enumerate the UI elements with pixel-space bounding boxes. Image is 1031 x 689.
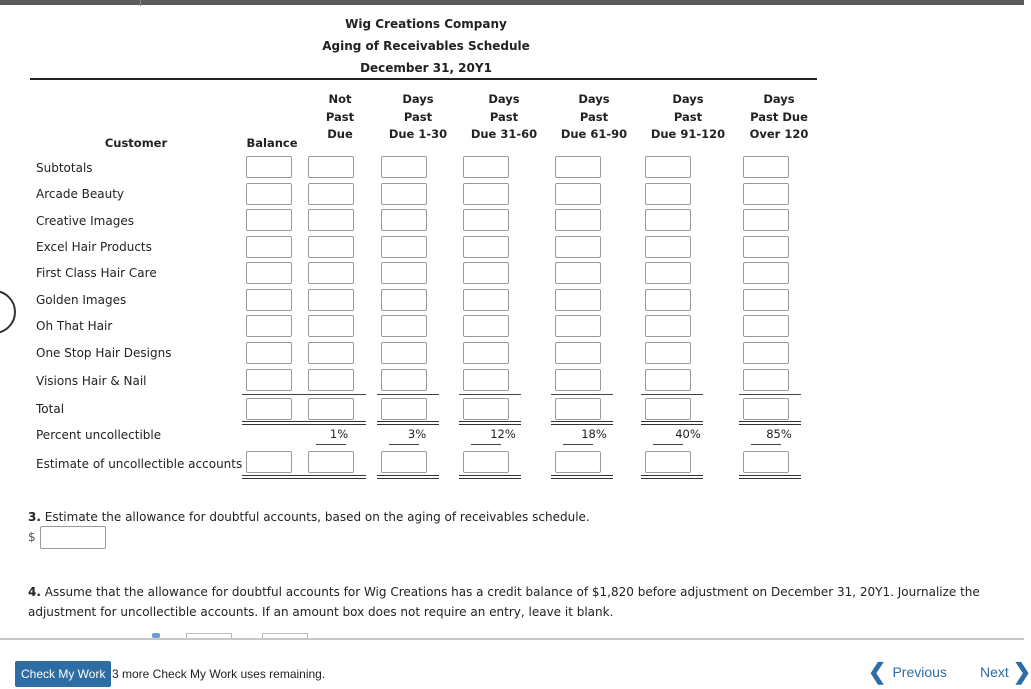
check-my-work-button[interactable]: Check My Work bbox=[15, 661, 111, 687]
percent-61-90: 18% bbox=[581, 427, 607, 441]
input-golden-images-balance[interactable] bbox=[246, 289, 292, 311]
input-arcade-beauty-1-30[interactable] bbox=[381, 183, 427, 205]
input-first-class-hair-care-over-120[interactable] bbox=[743, 262, 789, 284]
header-not-past-due: Not Past Due bbox=[325, 92, 355, 141]
estimate-double-rule-31-60 bbox=[459, 475, 521, 479]
total-rule-balance bbox=[242, 394, 304, 395]
input-excel-hair-products-91-120[interactable] bbox=[645, 236, 691, 258]
total-rule-over-120 bbox=[739, 394, 801, 395]
previous-label: Previous bbox=[892, 664, 947, 680]
input-one-stop-hair-designs-31-60[interactable] bbox=[463, 342, 509, 364]
input-oh-that-hair-balance[interactable] bbox=[246, 315, 292, 337]
header-rule bbox=[30, 78, 817, 80]
percent-rule-over-120 bbox=[751, 444, 781, 445]
header-days-91-120: Days Past Due 91-120 bbox=[650, 92, 726, 141]
row-label-total: Total bbox=[36, 402, 65, 416]
header-days-31-60: Days Past Due 31-60 bbox=[470, 92, 538, 141]
percent-rule-31-60 bbox=[471, 444, 501, 445]
total-rule-1-30 bbox=[377, 394, 439, 395]
input-first-class-hair-care-61-90[interactable] bbox=[555, 262, 601, 284]
input-creative-images-61-90[interactable] bbox=[555, 209, 601, 231]
input-total-61-90[interactable] bbox=[555, 398, 601, 420]
total-double-rule-not-past-due bbox=[304, 421, 366, 425]
input-one-stop-hair-designs-balance[interactable] bbox=[246, 342, 292, 364]
row-label-excel-hair-products: Excel Hair Products bbox=[36, 240, 152, 254]
input-arcade-beauty-balance[interactable] bbox=[246, 183, 292, 205]
chevron-left-icon: ❮ bbox=[868, 659, 887, 684]
input-first-class-hair-care-not-past-due[interactable] bbox=[308, 262, 354, 284]
input-visions-hair-nail-91-120[interactable] bbox=[645, 369, 691, 391]
input-oh-that-hair-91-120[interactable] bbox=[645, 315, 691, 337]
input-estimate-balance[interactable] bbox=[246, 451, 292, 473]
input-subtotals-balance[interactable] bbox=[246, 156, 292, 178]
total-rule-61-90 bbox=[551, 394, 613, 395]
top-bar bbox=[0, 0, 1024, 5]
input-visions-hair-nail-over-120[interactable] bbox=[743, 369, 789, 391]
estimate-double-rule-balance bbox=[242, 475, 304, 479]
currency-symbol: $ bbox=[28, 530, 36, 544]
input-first-class-hair-care-balance[interactable] bbox=[246, 262, 292, 284]
input-subtotals-91-120[interactable] bbox=[645, 156, 691, 178]
row-label-percent-uncollectible: Percent uncollectible bbox=[36, 428, 162, 442]
input-first-class-hair-care-91-120[interactable] bbox=[645, 262, 691, 284]
percent-over-120: 85% bbox=[766, 427, 792, 441]
percent-rule-not-past-due bbox=[316, 444, 346, 445]
input-golden-images-91-120[interactable] bbox=[645, 289, 691, 311]
input-creative-images-not-past-due[interactable] bbox=[308, 209, 354, 231]
input-one-stop-hair-designs-1-30[interactable] bbox=[381, 342, 427, 364]
total-double-rule-over-120 bbox=[739, 421, 801, 425]
percent-rule-61-90 bbox=[563, 444, 593, 445]
question-3 bbox=[28, 507, 590, 527]
input-golden-images-61-90[interactable] bbox=[555, 289, 601, 311]
estimate-double-rule-not-past-due bbox=[304, 475, 366, 479]
input-excel-hair-products-not-past-due[interactable] bbox=[308, 236, 354, 258]
input-first-class-hair-care-1-30[interactable] bbox=[381, 262, 427, 284]
input-subtotals-31-60[interactable] bbox=[463, 156, 509, 178]
header-days-1-30: Days Past Due 1-30 bbox=[388, 92, 448, 141]
input-subtotals-61-90[interactable] bbox=[555, 156, 601, 178]
percent-1-30: 3% bbox=[407, 427, 427, 441]
input-oh-that-hair-61-90[interactable] bbox=[555, 315, 601, 337]
input-total-91-120[interactable] bbox=[645, 398, 691, 420]
input-estimate-31-60[interactable] bbox=[463, 451, 509, 473]
input-creative-images-31-60[interactable] bbox=[463, 209, 509, 231]
input-estimate-not-past-due[interactable] bbox=[308, 451, 354, 473]
input-one-stop-hair-designs-not-past-due[interactable] bbox=[308, 342, 354, 364]
input-total-balance[interactable] bbox=[246, 398, 292, 420]
row-label-creative-images: Creative Images bbox=[36, 214, 134, 228]
total-double-rule-31-60 bbox=[459, 421, 521, 425]
row-label-subtotals: Subtotals bbox=[36, 161, 93, 175]
input-excel-hair-products-31-60[interactable] bbox=[463, 236, 509, 258]
total-rule-31-60 bbox=[459, 394, 521, 395]
percent-31-60: 12% bbox=[490, 427, 516, 441]
question-3-text: Estimate the allowance for doubtful accounts, based on the aging of receivables schedule. bbox=[44, 510, 590, 524]
percent-rule-1-30 bbox=[389, 444, 419, 445]
header-days-over-120: Days Past Due Over 120 bbox=[749, 92, 809, 141]
row-label-estimate-uncollectible: Estimate of uncollectible accounts bbox=[36, 457, 243, 471]
row-label-first-class-hair-care: First Class Hair Care bbox=[36, 266, 157, 280]
input-visions-hair-nail-31-60[interactable] bbox=[463, 369, 509, 391]
input-arcade-beauty-61-90[interactable] bbox=[555, 183, 601, 205]
input-visions-hair-nail-1-30[interactable] bbox=[381, 369, 427, 391]
input-excel-hair-products-over-120[interactable] bbox=[743, 236, 789, 258]
input-total-31-60[interactable] bbox=[463, 398, 509, 420]
input-estimate-61-90[interactable] bbox=[555, 451, 601, 473]
input-visions-hair-nail-balance[interactable] bbox=[246, 369, 292, 391]
header-customer: Customer bbox=[104, 136, 168, 150]
input-creative-images-1-30[interactable] bbox=[381, 209, 427, 231]
scroll-marker-circle bbox=[0, 290, 16, 334]
input-subtotals-over-120[interactable] bbox=[743, 156, 789, 178]
chevron-right-icon: ❯ bbox=[1012, 659, 1031, 684]
input-one-stop-hair-designs-61-90[interactable] bbox=[555, 342, 601, 364]
schedule-date: December 31, 20Y1 bbox=[360, 61, 492, 75]
input-oh-that-hair-over-120[interactable] bbox=[743, 315, 789, 337]
company-title: Wig Creations Company bbox=[345, 17, 507, 31]
input-golden-images-not-past-due[interactable] bbox=[308, 289, 354, 311]
input-oh-that-hair-not-past-due[interactable] bbox=[308, 315, 354, 337]
input-golden-images-1-30[interactable] bbox=[381, 289, 427, 311]
question-4 bbox=[28, 582, 988, 622]
input-visions-hair-nail-not-past-due[interactable] bbox=[308, 369, 354, 391]
input-one-stop-hair-designs-91-120[interactable] bbox=[645, 342, 691, 364]
row-label-oh-that-hair: Oh That Hair bbox=[36, 319, 113, 333]
row-label-one-stop-hair-designs: One Stop Hair Designs bbox=[36, 346, 172, 360]
estimate-double-rule-91-120 bbox=[641, 475, 703, 479]
estimate-double-rule-over-120 bbox=[739, 475, 801, 479]
next-button[interactable] bbox=[980, 659, 1031, 684]
input-creative-images-balance[interactable] bbox=[246, 209, 292, 231]
input-estimate-91-120[interactable] bbox=[645, 451, 691, 473]
input-total-not-past-due[interactable] bbox=[308, 398, 354, 420]
header-balance: Balance bbox=[246, 136, 298, 150]
input-golden-images-over-120[interactable] bbox=[743, 289, 789, 311]
input-visions-hair-nail-61-90[interactable] bbox=[555, 369, 601, 391]
schedule-title: Aging of Receivables Schedule bbox=[322, 39, 530, 53]
input-arcade-beauty-31-60[interactable] bbox=[463, 183, 509, 205]
percent-rule-91-120 bbox=[653, 444, 683, 445]
input-arcade-beauty-over-120[interactable] bbox=[743, 183, 789, 205]
input-one-stop-hair-designs-over-120[interactable] bbox=[743, 342, 789, 364]
allowance-amount-input[interactable] bbox=[40, 526, 106, 549]
input-oh-that-hair-31-60[interactable] bbox=[463, 315, 509, 337]
estimate-double-rule-1-30 bbox=[377, 475, 439, 479]
input-arcade-beauty-91-120[interactable] bbox=[645, 183, 691, 205]
question-3-number: 3. bbox=[28, 510, 41, 524]
row-label-golden-images: Golden Images bbox=[36, 293, 127, 307]
estimate-double-rule-61-90 bbox=[551, 475, 613, 479]
total-double-rule-balance bbox=[242, 421, 304, 425]
row-label-visions-hair-nail: Visions Hair & Nail bbox=[36, 374, 147, 388]
input-creative-images-over-120[interactable] bbox=[743, 209, 789, 231]
next-label: Next bbox=[980, 664, 1009, 680]
input-first-class-hair-care-31-60[interactable] bbox=[463, 262, 509, 284]
input-subtotals-1-30[interactable] bbox=[381, 156, 427, 178]
check-uses-remaining: 3 more Check My Work uses remaining. bbox=[112, 667, 326, 681]
total-double-rule-61-90 bbox=[551, 421, 613, 425]
header-days-61-90: Days Past Due 61-90 bbox=[560, 92, 628, 141]
input-excel-hair-products-balance[interactable] bbox=[246, 236, 292, 258]
percent-not-past-due: 1% bbox=[329, 427, 349, 441]
input-arcade-beauty-not-past-due[interactable] bbox=[308, 183, 354, 205]
input-total-over-120[interactable] bbox=[743, 398, 789, 420]
question-4-text: Assume that the allowance for doubtful accounts for Wig Creations has a credit balance of $1,820 before adjustment on December 31, 20Y1. Journalize the adjustment for uncollectible accounts. If an amount box does not require an entry, leave it blank. bbox=[28, 585, 980, 619]
question-4-number: 4. bbox=[28, 585, 41, 599]
previous-button[interactable] bbox=[868, 659, 947, 684]
total-rule-91-120 bbox=[641, 394, 703, 395]
input-total-1-30[interactable] bbox=[381, 398, 427, 420]
input-golden-images-31-60[interactable] bbox=[463, 289, 509, 311]
input-estimate-1-30[interactable] bbox=[381, 451, 427, 473]
input-excel-hair-products-61-90[interactable] bbox=[555, 236, 601, 258]
total-rule-not-past-due bbox=[304, 394, 366, 395]
percent-91-120: 40% bbox=[675, 427, 701, 441]
footer-divider bbox=[0, 638, 1024, 640]
input-oh-that-hair-1-30[interactable] bbox=[381, 315, 427, 337]
row-label-arcade-beauty: Arcade Beauty bbox=[36, 187, 125, 201]
input-estimate-over-120[interactable] bbox=[743, 451, 789, 473]
total-double-rule-1-30 bbox=[377, 421, 439, 425]
top-bar-notch bbox=[140, 0, 141, 6]
input-excel-hair-products-1-30[interactable] bbox=[381, 236, 427, 258]
input-subtotals-not-past-due[interactable] bbox=[308, 156, 354, 178]
total-double-rule-91-120 bbox=[641, 421, 703, 425]
input-creative-images-91-120[interactable] bbox=[645, 209, 691, 231]
